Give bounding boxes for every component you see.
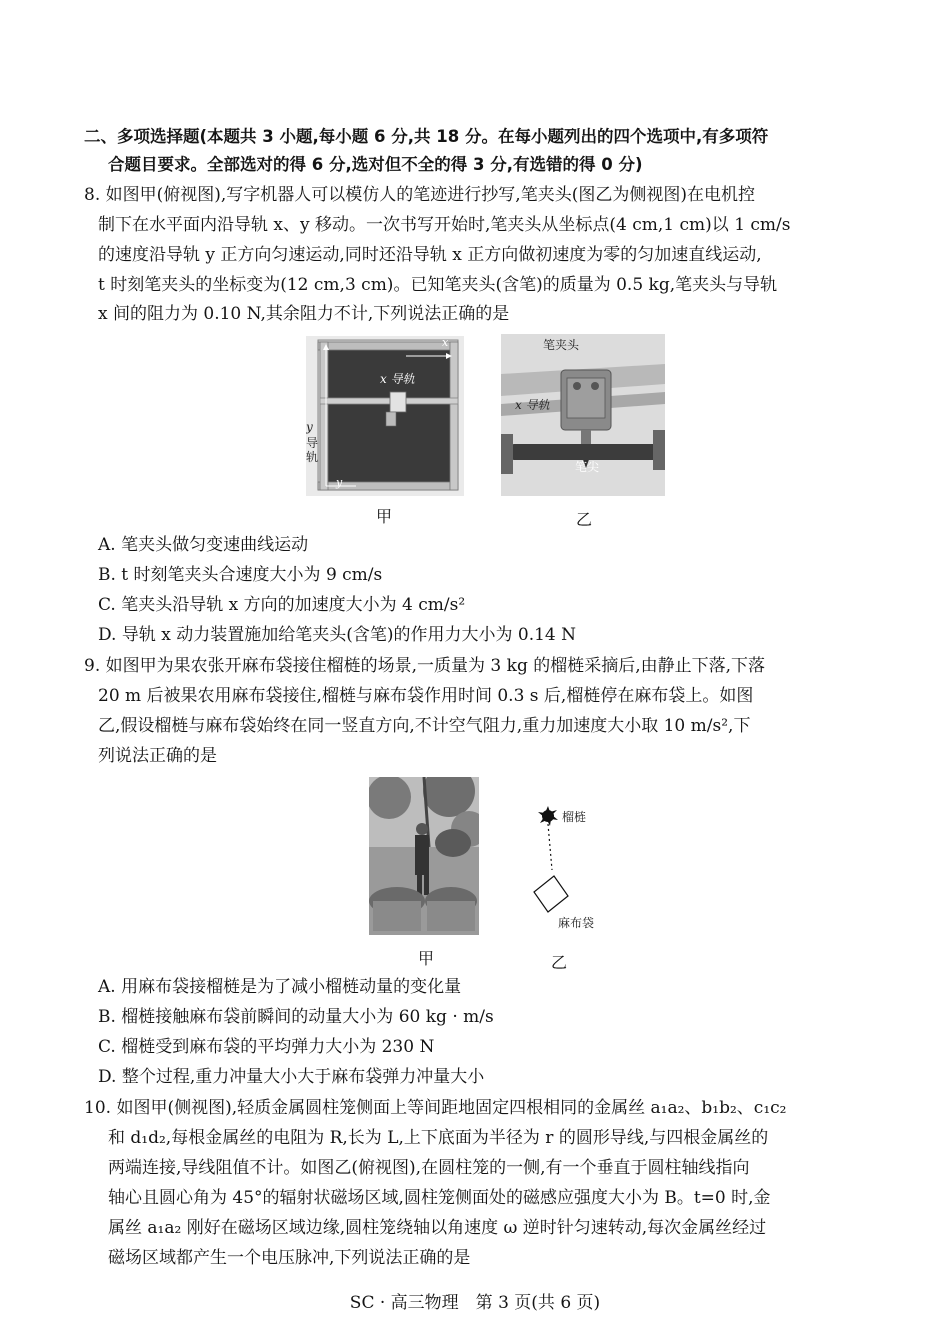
q9-yi-durian-label: 榴梿	[562, 810, 587, 824]
q8-jia-y-rail-label: 导	[306, 436, 319, 450]
q10-stem-line: 10. 如图甲(侧视图),轻质金属圆柱笼侧面上等间距地固定四根相同的金属丝 a₁a₂、b₁b₂、c₁c₂	[84, 1098, 787, 1118]
q9-yi-bag-label: 麻布袋	[558, 916, 595, 930]
q8-option-a: A. 笔夹头做匀变速曲线运动	[98, 535, 309, 555]
sack-icon	[534, 876, 568, 912]
q8-stem-line: 的速度沿导轨 y 正方向匀速运动,同时还沿导轨 x 正方向做初速度为零的匀加速直线运动,	[98, 245, 762, 265]
q9-option-a: A. 用麻布袋接榴梿是为了减小榴梿动量的变化量	[98, 977, 462, 997]
q9-stem-line: 列说法正确的是	[98, 746, 217, 766]
section-heading-line2: 合题目要求。全部选对的得 6 分,选对但不全的得 3 分,有选错的得 0 分)	[108, 155, 643, 174]
q9-caption-yi: 乙	[551, 953, 568, 972]
q8-jia-x-rail-label: x 导轨	[380, 372, 415, 386]
q10-stem-line: 两端连接,导线阻值不计。如图乙(俯视图),在圆柱笼的一侧,有一个垂直于圆柱轴线指向	[108, 1158, 750, 1178]
q8-stem-line: t 时刻笔夹头的坐标变为(12 cm,3 cm)。已知笔夹头(含笔)的质量为 0.5 kg,笔夹头与导轨	[98, 275, 778, 295]
q8-stem-line: 8. 如图甲(俯视图),写字机器人可以模仿人的笔迹进行抄写,笔夹头(图乙为侧视图)在电机控	[84, 185, 755, 205]
q8-yi-x-rail-label: x 导轨	[515, 398, 550, 412]
q8-caption-yi: 乙	[576, 510, 593, 529]
q9-figure-jia-photo	[369, 777, 479, 935]
q10-stem-line: 磁场区域都产生一个电压脉冲,下列说法正确的是	[108, 1248, 471, 1268]
q8-figure-yi-photo	[501, 334, 665, 496]
q8-jia-axis-y: y	[336, 476, 343, 489]
q8-option-c: C. 笔夹头沿导轨 x 方向的加速度大小为 4 cm/s²	[98, 595, 466, 615]
q9-stem-line: 9. 如图甲为果农张开麻布袋接住榴梿的场景,一质量为 3 kg 的榴梿采摘后,由静止下落,下落	[84, 656, 766, 676]
q10-stem-line: 轴心且圆心角为 45°的辐射状磁场区域,圆柱笼侧面处的磁感应强度大小为 B。t=0 时,金	[108, 1188, 771, 1208]
q8-jia-axis-x: x	[442, 336, 449, 349]
q9-figure-yi-diagram	[526, 800, 616, 936]
q8-yi-clamp-label: 笔夹头	[543, 338, 580, 352]
section-heading-line1: 二、多项选择题(本题共 3 小题,每小题 6 分,共 18 分。在每小题列出的四个选项中,有多项符	[84, 127, 769, 146]
q9-caption-jia: 甲	[418, 949, 435, 968]
q9-option-d: D. 整个过程,重力冲量大小大于麻布袋弹力冲量大小	[98, 1067, 485, 1087]
q9-stem-line: 20 m 后被果农用麻布袋接住,榴梿与麻布袋作用时间 0.3 s 后,榴梿停在麻布袋上。如图	[98, 686, 754, 706]
q8-jia-y-rail-label: 轨	[306, 450, 319, 464]
durian-icon	[538, 806, 558, 826]
q8-jia-y-label: y	[306, 420, 313, 434]
q10-stem-line: 和 d₁d₂,每根金属丝的电阻为 R,长为 L,上下底面为半径为 r 的圆形导线,与四根金属丝的	[108, 1128, 769, 1148]
q9-option-c: C. 榴梿受到麻布袋的平均弹力大小为 230 N	[98, 1037, 435, 1057]
q9-stem-line: 乙,假设榴梿与麻布袋始终在同一竖直方向,不计空气阻力,重力加速度大小取 10 m/s²,下	[98, 716, 751, 736]
q8-stem-line: 制下在水平面内沿导轨 x、y 移动。一次书写开始时,笔夹头从坐标点(4 cm,1 cm)以 1 cm/s	[98, 215, 791, 235]
q8-option-d: D. 导轨 x 动力装置施加给笔夹头(含笔)的作用力大小为 0.14 N	[98, 625, 577, 645]
q8-option-b: B. t 时刻笔夹头合速度大小为 9 cm/s	[98, 565, 383, 585]
q8-stem-line: x 间的阻力为 0.10 N,其余阻力不计,下列说法正确的是	[98, 304, 510, 324]
q10-stem-line: 属丝 a₁a₂ 刚好在磁场区域边缘,圆柱笼绕轴以角速度 ω 逆时针匀速转动,每次金属丝经过	[108, 1218, 767, 1238]
q8-yi-tip-label: 笔尖	[575, 460, 600, 474]
q8-figure-jia-photo	[306, 336, 464, 496]
q9-option-b: B. 榴梿接触麻布袋前瞬间的动量大小为 60 kg · m/s	[98, 1007, 494, 1027]
page-footer: SC · 高三物理 第 3 页(共 6 页)	[349, 1293, 601, 1313]
q8-caption-jia: 甲	[376, 507, 393, 526]
